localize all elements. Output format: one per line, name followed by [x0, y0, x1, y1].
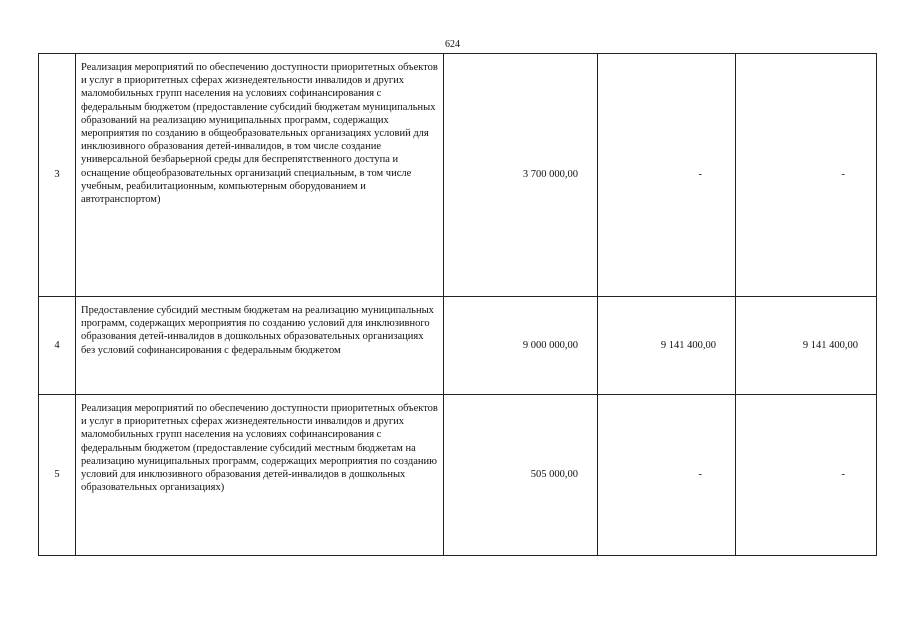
- amount-col1: 3 700 000,00: [444, 54, 598, 297]
- amount-col2: -: [598, 54, 736, 297]
- row-description: Реализация мероприятий по обеспечению доступности приоритетных объектов и услуг в приоритетных сферах жизнедеятельности инвалидов и других маломобильных групп населения на условиях софинансирования с федеральным бюджетом (предоставление субсидий местным бюджетам на реализацию муниципальных программ, содержащих мероприятия по созданию условий для инклюзивного образования детей-инвалидов в дошкольных образовательных организациях): [76, 395, 444, 556]
- amount-col2: -: [598, 395, 736, 556]
- page-number: 624: [445, 39, 460, 50]
- row-description: Предоставление субсидий местным бюджетам на реализацию муниципальных программ, содержащих мероприятия по созданию условий для инклюзивного образования детей-инвалидов в дошкольных образовательных организациях без условий софинансирования с федеральным бюджетом: [76, 297, 444, 395]
- amount-col1: 505 000,00: [444, 395, 598, 556]
- amount-col3: -: [736, 54, 877, 297]
- row-number: 5: [39, 395, 76, 556]
- amount-col1: 9 000 000,00: [444, 297, 598, 395]
- row-description: Реализация мероприятий по обеспечению доступности приоритетных объектов и услуг в приоритетных сферах жизнедеятельности инвалидов и других маломобильных групп населения на условиях софинансирования с федеральным бюджетом (предоставление субсидий бюджетам муниципальных образований на реализацию муниципальных программ, содержащих мероприятия по созданию в общеобразовательных организациях условий для инклюзивного образования детей-инвалидов, в том числе создание универсальной безбарьерной среды для беспрепятственного доступа и оснащение общеобразовательных организаций специальным, в том числе учебным, реабилитационным, компьютерным оборудованием и автотранспортом): [76, 54, 444, 297]
- row-number: 3: [39, 54, 76, 297]
- row-number: 4: [39, 297, 76, 395]
- budget-table: [38, 53, 877, 556]
- amount-col2: 9 141 400,00: [598, 297, 736, 395]
- amount-col3: -: [736, 395, 877, 556]
- table-row: [39, 297, 877, 395]
- table-row: [39, 54, 877, 297]
- amount-col3: 9 141 400,00: [736, 297, 877, 395]
- table-row: [39, 395, 877, 556]
